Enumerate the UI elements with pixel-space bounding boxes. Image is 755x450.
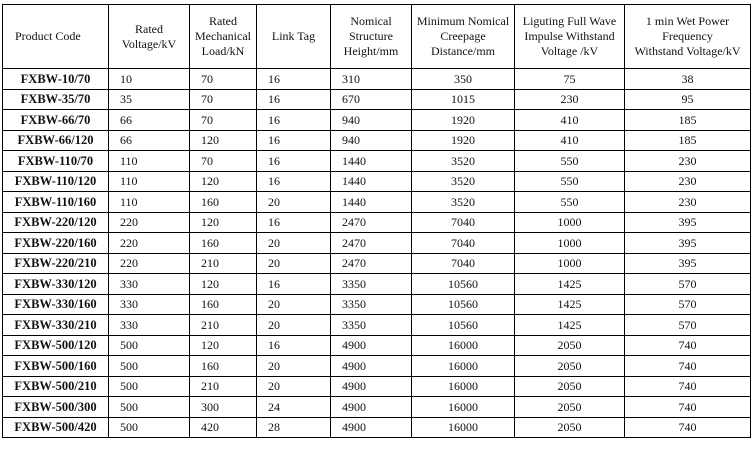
header-row xyxy=(3,5,751,69)
product-code-cell: FXBW-66/120 xyxy=(3,130,109,151)
table-row xyxy=(3,397,751,418)
table-cell: 2050 xyxy=(515,356,625,377)
table-cell: 3350 xyxy=(331,274,412,295)
table-cell: 110 xyxy=(109,171,190,192)
table-cell: 1440 xyxy=(331,192,412,213)
table-cell: 10560 xyxy=(412,315,515,336)
table-row xyxy=(3,294,751,315)
table-cell: 210 xyxy=(190,253,257,274)
table-cell: 550 xyxy=(515,151,625,172)
table-cell: 230 xyxy=(625,151,751,172)
table-cell: 20 xyxy=(257,356,331,377)
table-cell: 20 xyxy=(257,294,331,315)
table-cell: 16000 xyxy=(412,417,515,438)
header-cell: Link Tag xyxy=(257,5,331,69)
product-code-cell: FXBW-330/160 xyxy=(3,294,109,315)
table-cell: 16000 xyxy=(412,335,515,356)
table-row xyxy=(3,130,751,151)
table-cell: 740 xyxy=(625,376,751,397)
table-cell: 20 xyxy=(257,253,331,274)
table-cell: 20 xyxy=(257,192,331,213)
table-cell: 110 xyxy=(109,192,190,213)
table-cell: 3520 xyxy=(412,171,515,192)
table-cell: 4900 xyxy=(331,376,412,397)
table-cell: 570 xyxy=(625,274,751,295)
header-cell: 1 min Wet Power Frequency Withstand Voltage/kV xyxy=(625,5,751,69)
table-cell: 410 xyxy=(515,130,625,151)
product-code-cell: FXBW-220/120 xyxy=(3,212,109,233)
spec-table xyxy=(2,4,751,438)
table-cell: 4900 xyxy=(331,356,412,377)
table-cell: 1920 xyxy=(412,110,515,131)
table-cell: 4900 xyxy=(331,335,412,356)
table-row xyxy=(3,315,751,336)
table-cell: 1000 xyxy=(515,233,625,254)
table-cell: 220 xyxy=(109,253,190,274)
table-row xyxy=(3,110,751,131)
product-code-cell: FXBW-220/210 xyxy=(3,253,109,274)
table-cell: 1015 xyxy=(412,89,515,110)
table-cell: 160 xyxy=(190,356,257,377)
header-cell: Minimum Nomical Creepage Distance/mm xyxy=(412,5,515,69)
product-code-cell: FXBW-110/70 xyxy=(3,151,109,172)
table-cell: 16 xyxy=(257,69,331,90)
product-code-cell: FXBW-220/160 xyxy=(3,233,109,254)
header-cell: Liguting Full Wave Impulse Withstand Voltage /kV xyxy=(515,5,625,69)
table-cell: 740 xyxy=(625,356,751,377)
table-cell: 4900 xyxy=(331,397,412,418)
table-cell: 20 xyxy=(257,233,331,254)
product-code-cell: FXBW-110/120 xyxy=(3,171,109,192)
table-cell: 95 xyxy=(625,89,751,110)
header-cell: Rated Mechanical Load/kN xyxy=(190,5,257,69)
table-row xyxy=(3,89,751,110)
table-cell: 330 xyxy=(109,294,190,315)
table-row xyxy=(3,274,751,295)
header-cell: Rated Voltage/kV xyxy=(109,5,190,69)
table-cell: 120 xyxy=(190,171,257,192)
table-cell: 70 xyxy=(190,69,257,90)
table-row xyxy=(3,356,751,377)
table-row xyxy=(3,417,751,438)
table-row xyxy=(3,253,751,274)
table-cell: 740 xyxy=(625,335,751,356)
table-cell: 2050 xyxy=(515,335,625,356)
table-cell: 16 xyxy=(257,335,331,356)
table-cell: 185 xyxy=(625,110,751,131)
table-cell: 330 xyxy=(109,274,190,295)
table-cell: 500 xyxy=(109,417,190,438)
table-cell: 550 xyxy=(515,171,625,192)
table-cell: 670 xyxy=(331,89,412,110)
table-cell: 28 xyxy=(257,417,331,438)
table-cell: 160 xyxy=(190,233,257,254)
table-cell: 4900 xyxy=(331,417,412,438)
table-cell: 16000 xyxy=(412,376,515,397)
table-cell: 16 xyxy=(257,274,331,295)
table-body xyxy=(3,69,751,438)
product-code-cell: FXBW-500/210 xyxy=(3,376,109,397)
table-cell: 16000 xyxy=(412,356,515,377)
product-code-cell: FXBW-500/120 xyxy=(3,335,109,356)
table-cell: 2050 xyxy=(515,397,625,418)
table-cell: 940 xyxy=(331,130,412,151)
product-code-cell: FXBW-10/70 xyxy=(3,69,109,90)
table-cell: 740 xyxy=(625,417,751,438)
table-cell: 350 xyxy=(412,69,515,90)
table-cell: 500 xyxy=(109,356,190,377)
table-cell: 185 xyxy=(625,130,751,151)
table-cell: 500 xyxy=(109,335,190,356)
table-cell: 2050 xyxy=(515,376,625,397)
table-cell: 740 xyxy=(625,397,751,418)
table-cell: 16 xyxy=(257,171,331,192)
product-code-cell: FXBW-330/120 xyxy=(3,274,109,295)
table-cell: 16 xyxy=(257,89,331,110)
table-cell: 1440 xyxy=(331,151,412,172)
table-cell: 500 xyxy=(109,397,190,418)
table-cell: 2050 xyxy=(515,417,625,438)
table-cell: 16000 xyxy=(412,397,515,418)
table-cell: 3350 xyxy=(331,315,412,336)
table-cell: 66 xyxy=(109,110,190,131)
table-cell: 120 xyxy=(190,335,257,356)
table-cell: 1920 xyxy=(412,130,515,151)
table-cell: 2470 xyxy=(331,233,412,254)
header-cell: Product Code xyxy=(3,5,109,69)
table-cell: 10560 xyxy=(412,274,515,295)
table-cell: 75 xyxy=(515,69,625,90)
table-cell: 1425 xyxy=(515,274,625,295)
table-cell: 3350 xyxy=(331,294,412,315)
table-cell: 110 xyxy=(109,151,190,172)
table-cell: 1440 xyxy=(331,171,412,192)
table-cell: 70 xyxy=(190,89,257,110)
table-cell: 220 xyxy=(109,233,190,254)
table-cell: 7040 xyxy=(412,212,515,233)
table-cell: 16 xyxy=(257,212,331,233)
product-code-cell: FXBW-500/420 xyxy=(3,417,109,438)
table-row xyxy=(3,212,751,233)
table-cell: 410 xyxy=(515,110,625,131)
table-cell: 16 xyxy=(257,151,331,172)
table-row xyxy=(3,151,751,172)
table-row xyxy=(3,69,751,90)
table-cell: 310 xyxy=(331,69,412,90)
product-code-cell: FXBW-330/210 xyxy=(3,315,109,336)
table-row xyxy=(3,233,751,254)
table-cell: 7040 xyxy=(412,253,515,274)
table-cell: 38 xyxy=(625,69,751,90)
table-cell: 420 xyxy=(190,417,257,438)
table-cell: 570 xyxy=(625,294,751,315)
table-cell: 940 xyxy=(331,110,412,131)
table-row xyxy=(3,376,751,397)
table-cell: 10560 xyxy=(412,294,515,315)
table-cell: 3520 xyxy=(412,151,515,172)
table-cell: 20 xyxy=(257,376,331,397)
table-cell: 1425 xyxy=(515,315,625,336)
header-cell: Nomical Structure Height/mm xyxy=(331,5,412,69)
table-cell: 10 xyxy=(109,69,190,90)
table-cell: 230 xyxy=(625,192,751,213)
table-cell: 3520 xyxy=(412,192,515,213)
table-cell: 20 xyxy=(257,315,331,336)
table-cell: 35 xyxy=(109,89,190,110)
table-cell: 330 xyxy=(109,315,190,336)
table-row xyxy=(3,192,751,213)
product-code-cell: FXBW-500/300 xyxy=(3,397,109,418)
table-cell: 1000 xyxy=(515,212,625,233)
table-row xyxy=(3,171,751,192)
table-cell: 395 xyxy=(625,253,751,274)
product-code-cell: FXBW-110/160 xyxy=(3,192,109,213)
table-cell: 24 xyxy=(257,397,331,418)
table-cell: 395 xyxy=(625,212,751,233)
product-code-cell: FXBW-35/70 xyxy=(3,89,109,110)
table-cell: 210 xyxy=(190,376,257,397)
table-cell: 230 xyxy=(515,89,625,110)
table-cell: 120 xyxy=(190,274,257,295)
table-cell: 395 xyxy=(625,233,751,254)
product-code-cell: FXBW-500/160 xyxy=(3,356,109,377)
table-cell: 550 xyxy=(515,192,625,213)
table-cell: 2470 xyxy=(331,253,412,274)
table-cell: 16 xyxy=(257,110,331,131)
product-code-cell: FXBW-66/70 xyxy=(3,110,109,131)
table-cell: 160 xyxy=(190,192,257,213)
table-cell: 120 xyxy=(190,130,257,151)
table-cell: 210 xyxy=(190,315,257,336)
table-cell: 570 xyxy=(625,315,751,336)
table-cell: 66 xyxy=(109,130,190,151)
table-cell: 1000 xyxy=(515,253,625,274)
table-cell: 1425 xyxy=(515,294,625,315)
table-cell: 220 xyxy=(109,212,190,233)
table-cell: 70 xyxy=(190,151,257,172)
table-cell: 160 xyxy=(190,294,257,315)
table-cell: 120 xyxy=(190,212,257,233)
table-cell: 500 xyxy=(109,376,190,397)
table-cell: 230 xyxy=(625,171,751,192)
table-cell: 16 xyxy=(257,130,331,151)
table-cell: 70 xyxy=(190,110,257,131)
table-cell: 300 xyxy=(190,397,257,418)
table-row xyxy=(3,335,751,356)
table-cell: 2470 xyxy=(331,212,412,233)
table-cell: 7040 xyxy=(412,233,515,254)
